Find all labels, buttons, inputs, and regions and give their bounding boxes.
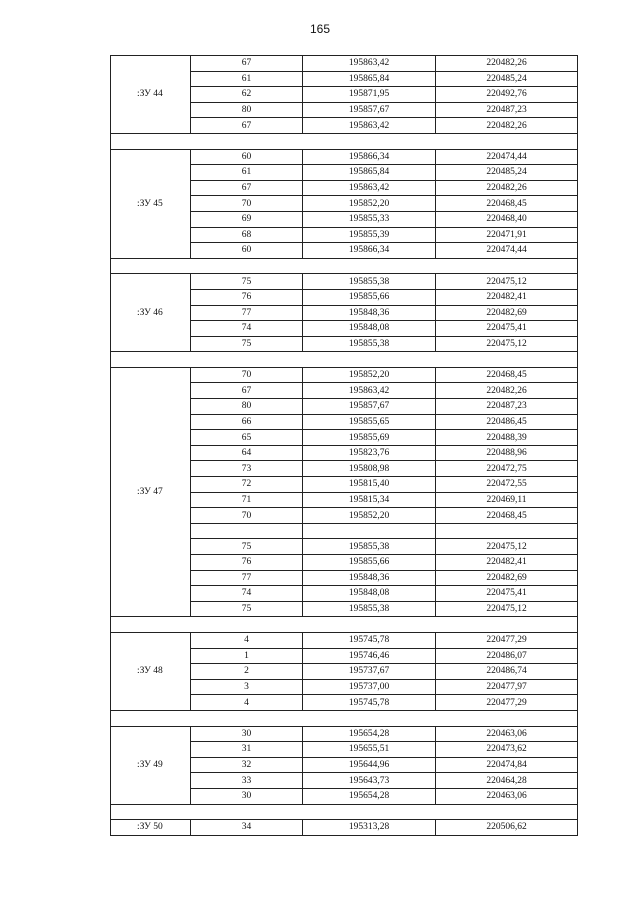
- coordinates-table: [110, 55, 578, 836]
- y-coordinate-cell: 220475,41: [436, 586, 578, 602]
- y-coordinate-cell: 220482,26: [436, 118, 578, 134]
- point-number-cell: 4: [191, 695, 303, 711]
- y-coordinate-cell: 220488,96: [436, 445, 578, 461]
- x-coordinate-cell: 195855,38: [303, 601, 436, 617]
- group-separator-cell: [111, 258, 578, 274]
- point-number-cell: 60: [191, 149, 303, 165]
- y-coordinate-cell: [436, 523, 578, 539]
- x-coordinate-cell: 195746,46: [303, 648, 436, 664]
- parcel-label: :ЗУ 46: [111, 274, 191, 352]
- point-number-cell: 1: [191, 648, 303, 664]
- x-coordinate-cell: [303, 523, 436, 539]
- x-coordinate-cell: 195745,78: [303, 632, 436, 648]
- x-coordinate-cell: 195855,38: [303, 274, 436, 290]
- group-separator-row: [111, 258, 578, 274]
- x-coordinate-cell: 195863,42: [303, 56, 436, 72]
- x-coordinate-cell: 195808,98: [303, 461, 436, 477]
- group-separator-row: [111, 133, 578, 149]
- y-coordinate-cell: 220468,45: [436, 196, 578, 212]
- point-number-cell: 67: [191, 56, 303, 72]
- x-coordinate-cell: 195745,78: [303, 695, 436, 711]
- point-number-cell: 75: [191, 601, 303, 617]
- x-coordinate-cell: 195855,65: [303, 414, 436, 430]
- y-coordinate-cell: 220477,29: [436, 695, 578, 711]
- y-coordinate-cell: 220482,69: [436, 570, 578, 586]
- y-coordinate-cell: 220486,45: [436, 414, 578, 430]
- point-number-cell: 34: [191, 820, 303, 836]
- group-separator-row: [111, 804, 578, 820]
- parcel-label: :ЗУ 50: [111, 820, 191, 836]
- point-number-cell: 75: [191, 274, 303, 290]
- y-coordinate-cell: 220474,44: [436, 149, 578, 165]
- group-separator-cell: [111, 352, 578, 368]
- point-number-cell: 67: [191, 383, 303, 399]
- y-coordinate-cell: 220472,75: [436, 461, 578, 477]
- x-coordinate-cell: 195855,39: [303, 227, 436, 243]
- x-coordinate-cell: 195654,28: [303, 726, 436, 742]
- point-number-cell: 75: [191, 336, 303, 352]
- y-coordinate-cell: 220487,23: [436, 102, 578, 118]
- y-coordinate-cell: 220475,12: [436, 336, 578, 352]
- point-number-cell: 60: [191, 243, 303, 259]
- group-separator-cell: [111, 133, 578, 149]
- y-coordinate-cell: 220486,74: [436, 664, 578, 680]
- point-number-cell: 77: [191, 305, 303, 321]
- x-coordinate-cell: 195848,36: [303, 305, 436, 321]
- x-coordinate-cell: 195855,66: [303, 289, 436, 305]
- point-number-cell: 3: [191, 679, 303, 695]
- point-number-cell: 61: [191, 71, 303, 87]
- x-coordinate-cell: 195737,00: [303, 679, 436, 695]
- group-separator-row: [111, 710, 578, 726]
- x-coordinate-cell: 195655,51: [303, 742, 436, 758]
- x-coordinate-cell: 195852,20: [303, 367, 436, 383]
- x-coordinate-cell: 195643,73: [303, 773, 436, 789]
- x-coordinate-cell: 195857,67: [303, 399, 436, 415]
- x-coordinate-cell: 195863,42: [303, 118, 436, 134]
- x-coordinate-cell: 195865,84: [303, 71, 436, 87]
- point-number-cell: 30: [191, 726, 303, 742]
- point-number-cell: 33: [191, 773, 303, 789]
- y-coordinate-cell: 220482,26: [436, 383, 578, 399]
- x-coordinate-cell: 195848,08: [303, 321, 436, 337]
- point-number-cell: 72: [191, 477, 303, 493]
- group-separator-row: [111, 352, 578, 368]
- y-coordinate-cell: 220486,07: [436, 648, 578, 664]
- group-separator-cell: [111, 804, 578, 820]
- y-coordinate-cell: 220468,45: [436, 508, 578, 524]
- point-number-cell: 62: [191, 87, 303, 103]
- point-number-cell: 70: [191, 196, 303, 212]
- point-number-cell: 80: [191, 102, 303, 118]
- y-coordinate-cell: 220468,45: [436, 367, 578, 383]
- point-number-cell: 61: [191, 165, 303, 181]
- x-coordinate-cell: 195863,42: [303, 383, 436, 399]
- x-coordinate-cell: 195852,20: [303, 508, 436, 524]
- parcel-label: :ЗУ 48: [111, 632, 191, 710]
- point-number-cell: 69: [191, 211, 303, 227]
- x-coordinate-cell: 195815,40: [303, 477, 436, 493]
- group-separator-row: [111, 617, 578, 633]
- point-number-cell: 4: [191, 632, 303, 648]
- y-coordinate-cell: 220488,39: [436, 430, 578, 446]
- y-coordinate-cell: 220475,41: [436, 321, 578, 337]
- x-coordinate-cell: 195865,84: [303, 165, 436, 181]
- y-coordinate-cell: 220482,69: [436, 305, 578, 321]
- table-row: [111, 726, 578, 742]
- y-coordinate-cell: 220475,12: [436, 274, 578, 290]
- x-coordinate-cell: 195852,20: [303, 196, 436, 212]
- x-coordinate-cell: 195313,28: [303, 820, 436, 836]
- point-number-cell: 66: [191, 414, 303, 430]
- table-row: [111, 274, 578, 290]
- y-coordinate-cell: 220506,62: [436, 820, 578, 836]
- table-row: [111, 367, 578, 383]
- point-number-cell: 80: [191, 399, 303, 415]
- y-coordinate-cell: 220477,97: [436, 679, 578, 695]
- x-coordinate-cell: 195855,38: [303, 539, 436, 555]
- point-number-cell: 64: [191, 445, 303, 461]
- x-coordinate-cell: 195866,34: [303, 243, 436, 259]
- point-number-cell: 74: [191, 586, 303, 602]
- x-coordinate-cell: 195857,67: [303, 102, 436, 118]
- parcel-label: :ЗУ 44: [111, 56, 191, 134]
- table-row: [111, 149, 578, 165]
- point-number-cell: 71: [191, 492, 303, 508]
- x-coordinate-cell: 195644,96: [303, 757, 436, 773]
- point-number-cell: 67: [191, 118, 303, 134]
- x-coordinate-cell: 195737,67: [303, 664, 436, 680]
- y-coordinate-cell: 220473,62: [436, 742, 578, 758]
- point-number-cell: 31: [191, 742, 303, 758]
- y-coordinate-cell: 220474,44: [436, 243, 578, 259]
- y-coordinate-cell: 220485,24: [436, 71, 578, 87]
- table-row: [111, 632, 578, 648]
- group-separator-cell: [111, 617, 578, 633]
- point-number-cell: 76: [191, 289, 303, 305]
- y-coordinate-cell: 220463,06: [436, 788, 578, 804]
- y-coordinate-cell: 220474,84: [436, 757, 578, 773]
- y-coordinate-cell: 220475,12: [436, 601, 578, 617]
- parcel-label: :ЗУ 47: [111, 367, 191, 617]
- x-coordinate-cell: 195855,69: [303, 430, 436, 446]
- point-number-cell: 67: [191, 180, 303, 196]
- x-coordinate-cell: 195815,34: [303, 492, 436, 508]
- point-number-cell: 76: [191, 555, 303, 571]
- x-coordinate-cell: 195866,34: [303, 149, 436, 165]
- x-coordinate-cell: 195855,38: [303, 336, 436, 352]
- y-coordinate-cell: 220482,26: [436, 56, 578, 72]
- point-number-cell: 2: [191, 664, 303, 680]
- page-number: 165: [309, 22, 331, 36]
- group-separator-cell: [111, 710, 578, 726]
- y-coordinate-cell: 220477,29: [436, 632, 578, 648]
- point-number-cell: 65: [191, 430, 303, 446]
- x-coordinate-cell: 195848,36: [303, 570, 436, 586]
- y-coordinate-cell: 220475,12: [436, 539, 578, 555]
- y-coordinate-cell: 220482,41: [436, 555, 578, 571]
- x-coordinate-cell: 195871,95: [303, 87, 436, 103]
- y-coordinate-cell: 220487,23: [436, 399, 578, 415]
- x-coordinate-cell: 195654,28: [303, 788, 436, 804]
- point-number-cell: 30: [191, 788, 303, 804]
- point-number-cell: 73: [191, 461, 303, 477]
- point-number-cell: 68: [191, 227, 303, 243]
- x-coordinate-cell: 195855,66: [303, 555, 436, 571]
- y-coordinate-cell: 220463,06: [436, 726, 578, 742]
- y-coordinate-cell: 220472,55: [436, 477, 578, 493]
- x-coordinate-cell: 195848,08: [303, 586, 436, 602]
- point-number-cell: 70: [191, 508, 303, 524]
- y-coordinate-cell: 220485,24: [436, 165, 578, 181]
- y-coordinate-cell: 220464,28: [436, 773, 578, 789]
- y-coordinate-cell: 220468,40: [436, 211, 578, 227]
- y-coordinate-cell: 220492,76: [436, 87, 578, 103]
- x-coordinate-cell: 195855,33: [303, 211, 436, 227]
- x-coordinate-cell: 195823,76: [303, 445, 436, 461]
- parcel-label: :ЗУ 45: [111, 149, 191, 258]
- parcel-label: :ЗУ 49: [111, 726, 191, 804]
- point-number-cell: 70: [191, 367, 303, 383]
- point-number-cell: [191, 523, 303, 539]
- y-coordinate-cell: 220482,41: [436, 289, 578, 305]
- y-coordinate-cell: 220469,11: [436, 492, 578, 508]
- point-number-cell: 74: [191, 321, 303, 337]
- table-row: [111, 820, 578, 836]
- point-number-cell: 75: [191, 539, 303, 555]
- table-row: [111, 56, 578, 72]
- y-coordinate-cell: 220482,26: [436, 180, 578, 196]
- x-coordinate-cell: 195863,42: [303, 180, 436, 196]
- coordinates-table-body: [111, 56, 578, 836]
- point-number-cell: 32: [191, 757, 303, 773]
- point-number-cell: 77: [191, 570, 303, 586]
- y-coordinate-cell: 220471,91: [436, 227, 578, 243]
